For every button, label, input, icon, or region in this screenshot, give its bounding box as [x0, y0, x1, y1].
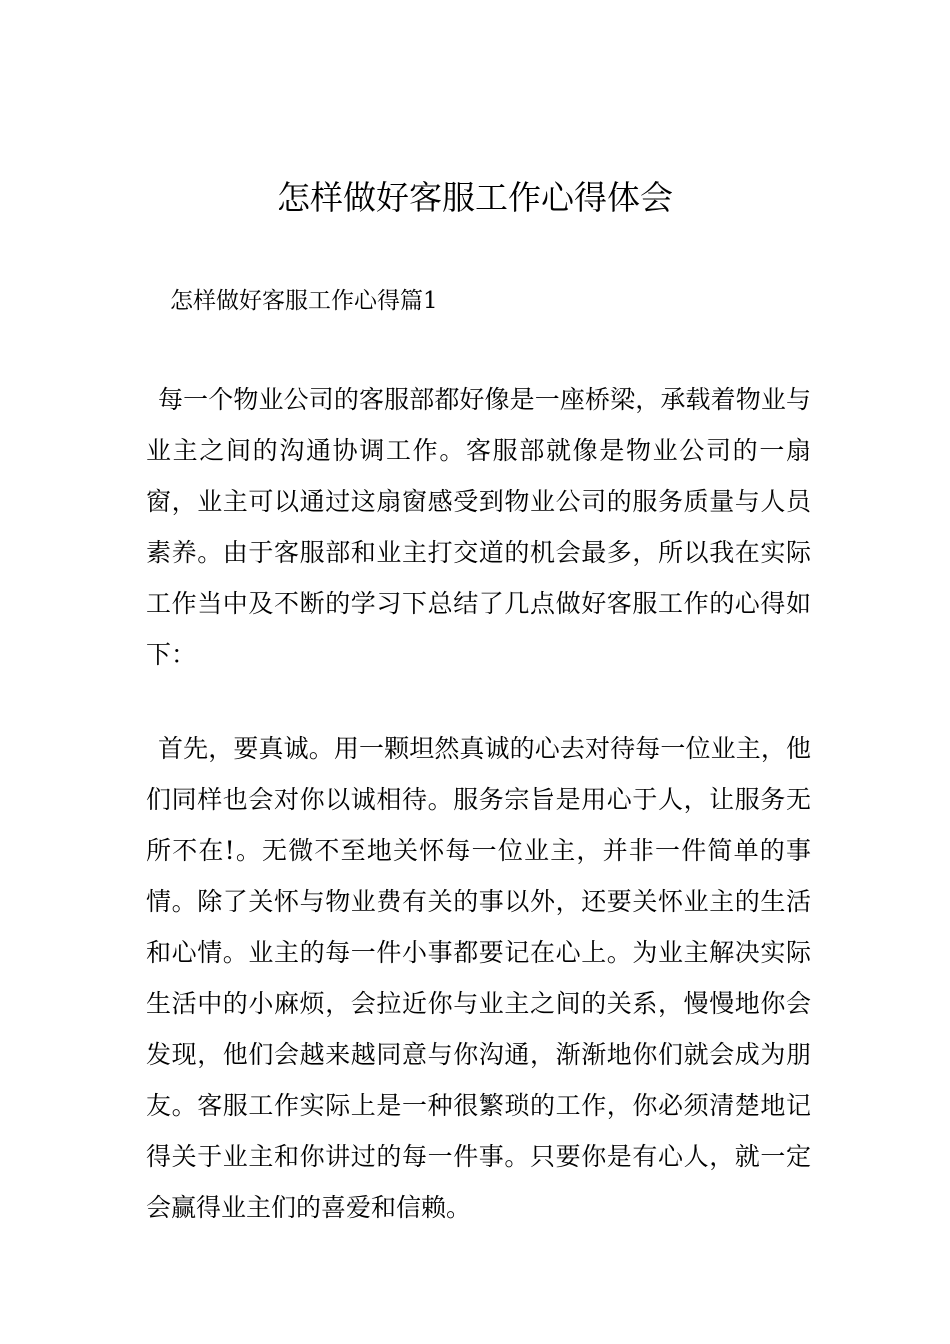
paragraph-intro: 每一个物业公司的客服部都好像是一座桥梁，承载着物业与业主之间的沟通协调工作。客服部就像是物业公司的一扇窗，业主可以通过这扇窗感受到物业公司的服务质量与人员素养。由于客服部和业主打交道的机会最多，所以我在实际工作当中及不断的学习下总结了几点做好客服工作的心得如下：	[146, 385, 811, 669]
paragraph-sincerity: 首先，要真诚。用一颗坦然真诚的心去对待每一位业主，他们同样也会对你以诚相待。服务宗旨是用心于人，让服务无所不在!。无微不至地关怀每一位业主，并非一件简单的事情。除了关怀与物业费有关的事以外，还要关怀业主的生活和心情。业主的每一件小事都要记在心上。为业主解决实际生活中的小麻烦，会拉近你与业主之间的关系，慢慢地你会发现，他们会越来越同意与你沟通，渐渐地你们就会成为朋友。客服工作实际上是一种很繁琐的工作，你必须清楚地记得关于业主和你讲过的每一件事。只要你是有心人，就一定会赢得业主们的喜爱和信赖。	[146, 734, 811, 1222]
document-title: 怎样做好客服工作心得体会	[277, 178, 673, 217]
section-heading: 怎样做好客服工作心得篇1	[170, 288, 438, 314]
